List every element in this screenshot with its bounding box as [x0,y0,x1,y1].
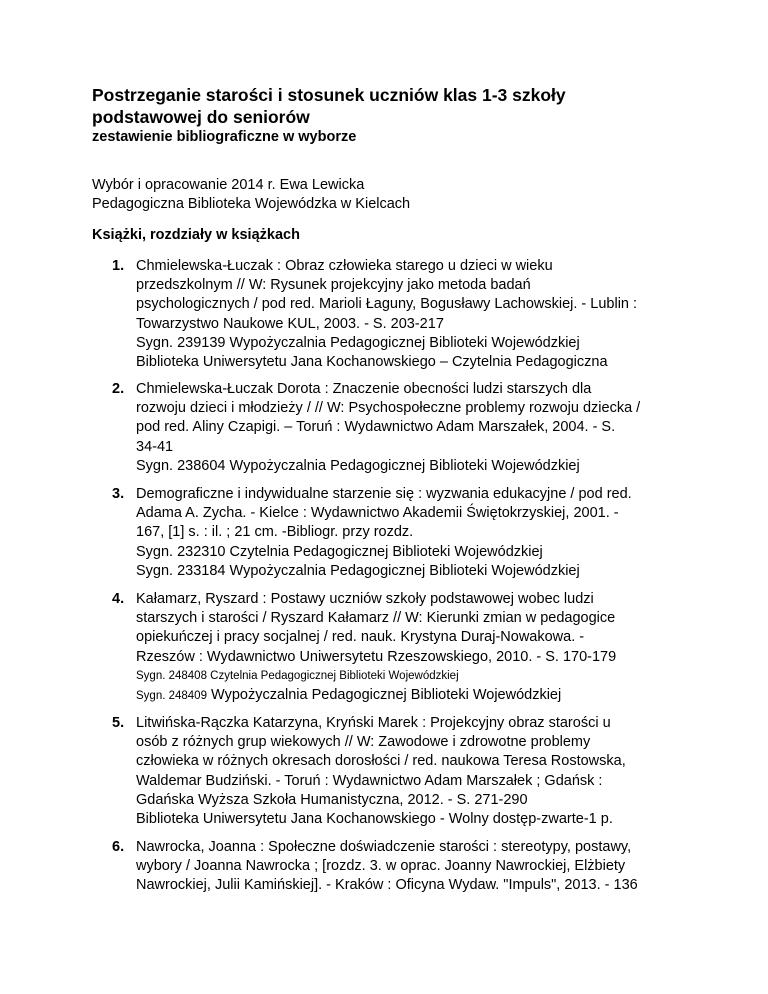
entry-line: człowieka w różnych okresach dorosłości / red. naukowa Teresa Rostowska, [136,753,626,770]
document-subtitle: zestawienie bibliograficzne w wyborze [92,129,357,145]
entry-number: 2. [112,381,125,397]
entry-line: Biblioteka Uniwersytetu Jana Kochanowskiego – Czytelnia Pedagogiczna [136,354,608,371]
call-number: Sygn. 248409 [136,690,207,703]
entry-line: wybory / Joanna Nawrocka ; [rozdz. 3. w oprac. Joanny Nawrockiej, Elżbiety [136,858,626,875]
bibliography-entry-6 [92,838,736,896]
entry-number: 6. [112,839,125,855]
entry-line: Towarzystwo Naukowe KUL, 2003. - S. 203-217 [136,315,444,332]
entry-line: Sygn. 239139 Wypożyczalnia Pedagogicznej Biblioteki Wojewódzkiej [136,334,580,351]
entry-line: Gdańska Wyższa Szkoła Humanistyczna, 2012. - S. 271-290 [136,791,528,808]
institution-line: Pedagogiczna Biblioteka Wojewódzka w Kielcach [92,196,411,212]
entry-line: psychologicznych / pod red. Marioli Łaguny, Bogusławy Lachowskiej. - Lublin : [136,296,638,313]
entry-line: Sygn. 233184 Wypożyczalnia Pedagogicznej Biblioteki Wojewódzkiej [136,562,580,579]
entry-line: Adama A. Zycha. - Kielce : Wydawnictwo Akademii Świętokrzyskiej, 2001. - [136,505,619,522]
entry-line: starszych i starości / Ryszard Kałamarz // W: Kierunki zmian w pedagogice [136,610,616,627]
author-info [92,176,410,214]
entry-line: Waldemar Budziński. - Toruń : Wydawnictwo Adam Marszałek ; Gdańsk : [136,772,603,789]
entry-line: Nawrockiej, Julii Kamińskiej]. - Kraków : Oficyna Wydaw. "Impuls", 2013. - 136 [136,877,638,894]
entry-line: Sygn. 248408 Czytelnia Pedagogicznej Biblioteki Wojewódzkiej [136,669,459,682]
entry-line: 167, [1] s. : il. ; 21 cm. -Bibliogr. przy rozdz. [136,524,414,541]
location-text: Wypożyczalnia Pedagogicznej Biblioteki Wojewódzkiej [206,687,562,704]
bibliography-entry-4 [92,590,736,706]
entry-line: przedszkolnym // W: Rysunek projekcyjny jako metoda badań [136,277,531,294]
author-line: Wybór i opracowanie 2014 r. Ewa Lewicka [92,177,365,193]
entry-number: 3. [112,486,125,502]
entry-line: Kałamarz, Ryszard : Postawy uczniów szkoły podstawowej wobec ludzi [136,591,594,607]
entry-line: Demograficzne i indywidualne starzenie się : wyzwania edukacyjne / pod red. [136,486,632,502]
section-heading: Książki, rozdziały w książkach [92,227,300,243]
entry-line: Rzeszów : Wydawnictwo Uniwersytetu Rzeszowskiego, 2010. - S. 170-179 [136,648,617,665]
bibliography-entry-1 [92,257,736,372]
entry-line: Chmielewska-Łuczak Dorota : Znaczenie obecności ludzi starszych dla [136,381,592,397]
bibliography-entry-3 [92,485,736,581]
entry-line: 34-41 [136,438,174,455]
entry-line: Chmielewska-Łuczak : Obraz człowieka starego u dzieci w wieku [136,258,553,274]
document-title: Postrzeganie starości i stosunek uczniów klas 1-3 szkoły podstawowej do seniorów [92,85,566,127]
entry-line: Sygn. 232310 Czytelnia Pedagogicznej Biblioteki Wojewódzkiej [136,543,543,560]
entry-line: Nawrocka, Joanna : Społeczne doświadczenie starości : stereotypy, postawy, [136,839,632,855]
entry-line: Litwińska-Rączka Katarzyna, Kryński Marek : Projekcyjny obraz starości u [136,715,611,731]
bibliography-entry-5 [92,714,736,829]
entry-number: 5. [112,715,125,731]
entry-line: Sygn. 238604 Wypożyczalnia Pedagogicznej Biblioteki Wojewódzkiej [136,457,580,474]
entry-line [136,686,736,706]
entry-line: pod red. Aliny Czapigi. – Toruń : Wydawnictwo Adam Marszałek, 2004. - S. [136,419,616,436]
bibliography-entry-2 [92,380,736,476]
entry-number: 4. [112,591,125,607]
entry-line: osób z różnych grup wiekowych // W: Zawodowe i zdrowotne problemy [136,734,591,751]
entry-line: Biblioteka Uniwersytetu Jana Kochanowskiego - Wolny dostęp-zwarte-1 p. [136,811,613,828]
entry-number: 1. [112,258,125,274]
entry-line: opiekuńczej i pracy socjalnej / red. nauk. Krystyna Duraj-Nowakowa. - [136,629,585,646]
entry-line: rozwoju dzieci i młodzieży / // W: Psychospołeczne problemy rozwoju dziecka / [136,400,641,417]
